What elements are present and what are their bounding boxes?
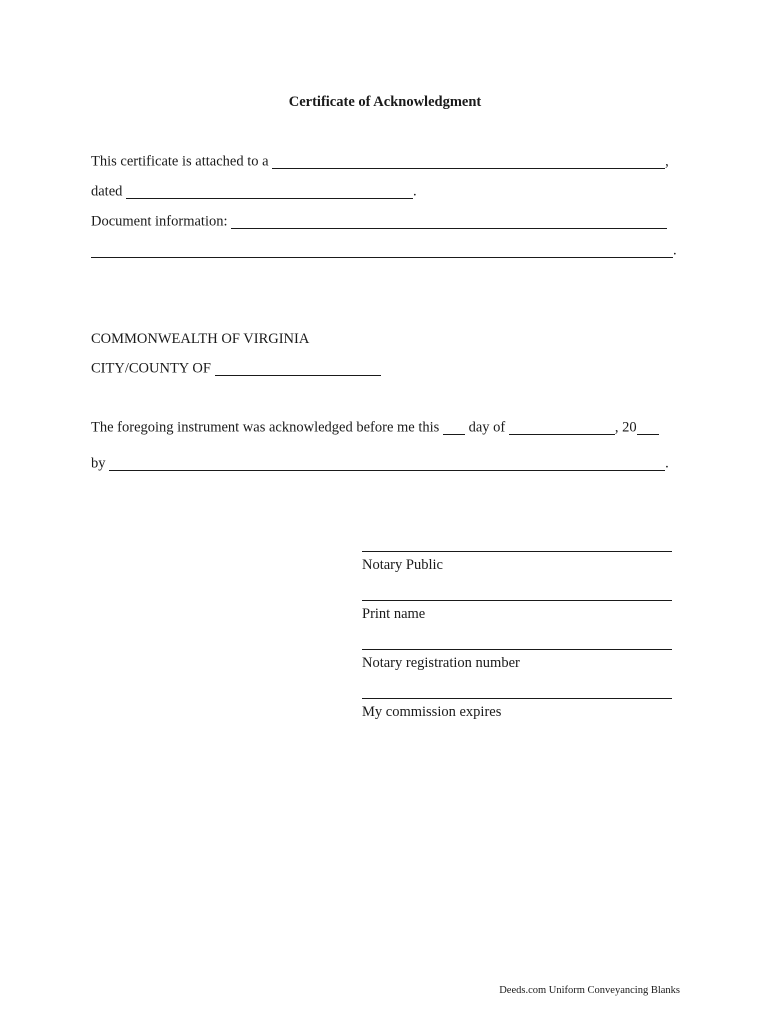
city-county-blank[interactable]	[215, 360, 381, 376]
commission-expires-label: My commission expires	[362, 704, 502, 720]
by-line	[91, 455, 669, 473]
commission-expires-signature	[362, 698, 672, 721]
print-name-label: Print name	[362, 606, 426, 622]
day-of-label: day of	[468, 419, 506, 436]
day-blank[interactable]	[443, 419, 465, 435]
footer-text: Deeds.com Uniform Conveyancing Blanks	[499, 985, 680, 996]
year-prefix: , 20	[614, 419, 637, 436]
dated-blank[interactable]	[126, 183, 413, 199]
document-info-line	[91, 213, 667, 231]
dated-line	[91, 183, 417, 201]
document-info-continuation-line	[91, 242, 677, 260]
dated-label: dated	[91, 183, 123, 200]
print-name-line[interactable]	[362, 600, 672, 601]
notary-public-signature-line[interactable]	[362, 551, 672, 552]
document-info-suffix: .	[673, 242, 677, 259]
attached-line	[91, 153, 669, 171]
print-name-signature	[362, 600, 672, 623]
by-label: by	[91, 455, 106, 472]
page-title: Certificate of Acknowledgment	[288, 94, 482, 110]
registration-number-signature	[362, 649, 672, 672]
by-blank[interactable]	[109, 455, 665, 471]
city-county-label: CITY/COUNTY OF	[91, 360, 211, 377]
by-suffix: .	[665, 455, 669, 472]
city-county-line	[91, 360, 381, 378]
month-blank[interactable]	[509, 419, 615, 435]
acknowledgment-line	[91, 419, 659, 437]
commonwealth-heading: COMMONWEALTH OF VIRGINIA	[91, 331, 310, 347]
document-info-label: Document information:	[91, 213, 228, 230]
year-blank[interactable]	[637, 419, 659, 435]
commission-expires-line[interactable]	[362, 698, 672, 699]
document-info-blank[interactable]	[231, 213, 667, 229]
notary-public-signature	[362, 551, 672, 574]
registration-number-label: Notary registration number	[362, 655, 520, 671]
registration-number-line[interactable]	[362, 649, 672, 650]
dated-suffix: .	[413, 183, 417, 200]
document-info-blank-2[interactable]	[91, 242, 673, 258]
attached-label: This certificate is attached to a	[91, 153, 269, 170]
notary-public-label: Notary Public	[362, 557, 443, 573]
attached-suffix: ,	[665, 153, 669, 170]
acknowledgment-label: The foregoing instrument was acknowledged before me this	[91, 419, 440, 436]
attached-document-blank[interactable]	[272, 153, 665, 169]
